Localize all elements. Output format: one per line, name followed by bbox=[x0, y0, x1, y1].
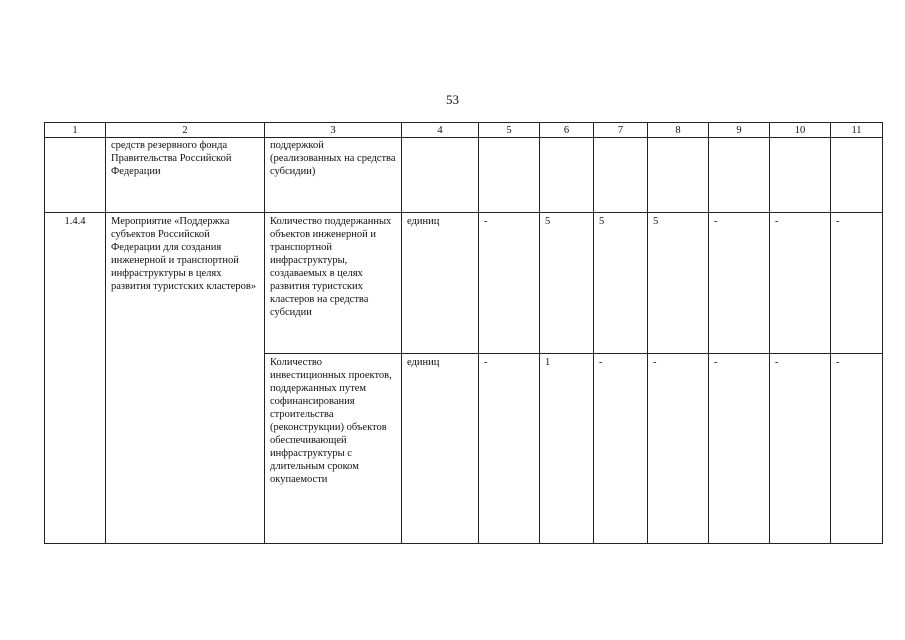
indicator-continuation: поддержкой (реализованных на средства субсидии) bbox=[265, 138, 402, 213]
indicator-value: - bbox=[770, 213, 831, 354]
table-cell bbox=[709, 138, 770, 213]
indicator-table bbox=[44, 122, 883, 544]
table-cell bbox=[648, 138, 709, 213]
header-cell: 5 bbox=[479, 123, 540, 138]
measure-name-continuation: средств резервного фонда Правительства Российской Федерации bbox=[106, 138, 265, 213]
indicator-value: - bbox=[831, 354, 883, 544]
header-cell: 11 bbox=[831, 123, 883, 138]
indicator-value: 5 bbox=[648, 213, 709, 354]
header-cell: 6 bbox=[540, 123, 594, 138]
indicator-unit: единиц bbox=[402, 354, 479, 544]
table-cell bbox=[770, 138, 831, 213]
item-number: 1.4.4 bbox=[45, 213, 106, 544]
header-cell: 8 bbox=[648, 123, 709, 138]
indicator-unit: единиц bbox=[402, 213, 479, 354]
measure-name: Мероприятие «Поддержка субъектов Российской Федерации для создания инженерной и транспортной инфраструктуры в целях развития туристских кластеров» bbox=[106, 213, 265, 544]
indicator-value: - bbox=[770, 354, 831, 544]
indicator-value: - bbox=[831, 213, 883, 354]
header-cell: 9 bbox=[709, 123, 770, 138]
table-row-continuation bbox=[45, 138, 883, 213]
header-cell: 1 bbox=[45, 123, 106, 138]
indicator-value: 5 bbox=[540, 213, 594, 354]
table-cell bbox=[831, 138, 883, 213]
header-cell: 2 bbox=[106, 123, 265, 138]
header-cell: 7 bbox=[594, 123, 648, 138]
header-cell: 3 bbox=[265, 123, 402, 138]
table-cell bbox=[45, 138, 106, 213]
page-number: 53 bbox=[446, 92, 459, 107]
header-cell: 10 bbox=[770, 123, 831, 138]
indicator-text: Количество поддержанных объектов инженерной и транспортной инфраструктуры, создаваемых в целях развития туристских кластеров на средства субсидии bbox=[265, 213, 402, 354]
indicator-value: 1 bbox=[540, 354, 594, 544]
indicator-value: - bbox=[709, 354, 770, 544]
indicator-value: - bbox=[479, 213, 540, 354]
table-cell bbox=[479, 138, 540, 213]
indicator-value: - bbox=[594, 354, 648, 544]
table-cell bbox=[594, 138, 648, 213]
indicator-value: - bbox=[479, 354, 540, 544]
table-header-row bbox=[45, 123, 883, 138]
header-cell: 4 bbox=[402, 123, 479, 138]
indicator-value: 5 bbox=[594, 213, 648, 354]
indicator-text: Количество инвестиционных проектов, поддержанных путем софинансирования строительства (реконструкции) объектов обеспечивающей инфраструктуры с длительным сроком окупаемости bbox=[265, 354, 402, 544]
table-cell bbox=[402, 138, 479, 213]
indicator-value: - bbox=[648, 354, 709, 544]
indicator-value: - bbox=[709, 213, 770, 354]
table-row bbox=[45, 213, 883, 354]
table-cell bbox=[540, 138, 594, 213]
